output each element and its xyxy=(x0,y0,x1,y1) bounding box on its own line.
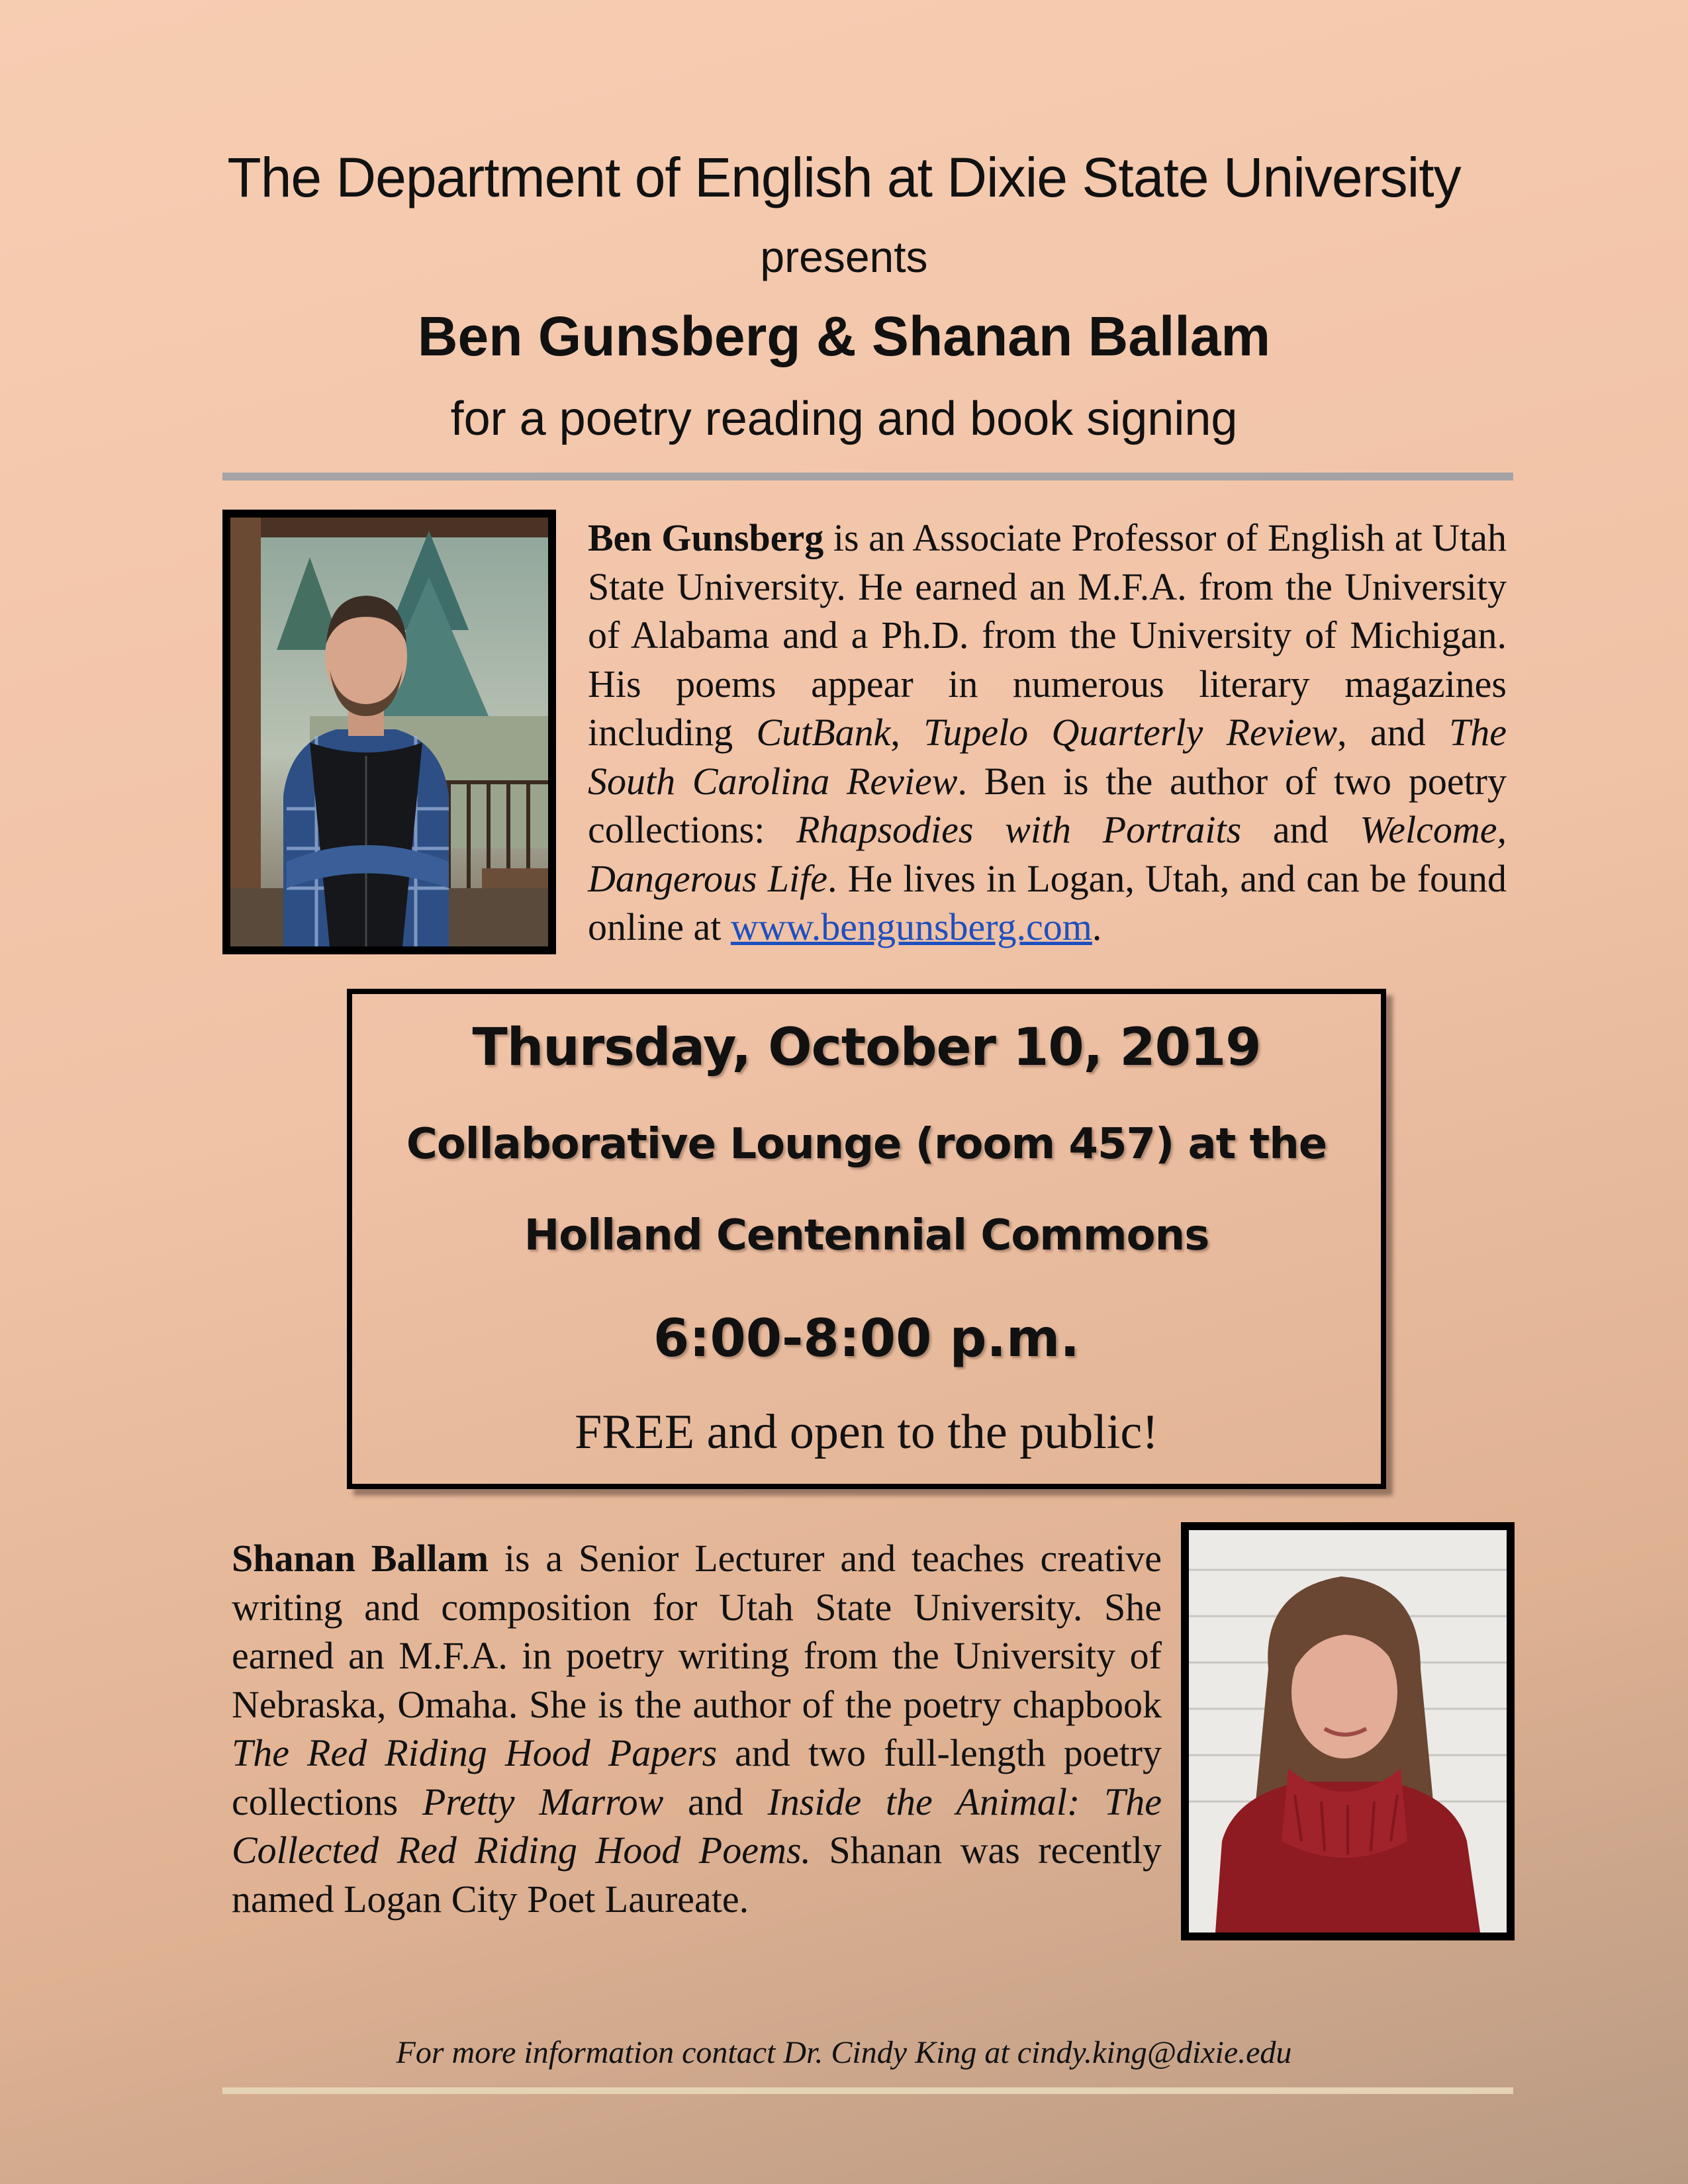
ben-gunsberg-bio: Ben Gunsberg is an Associate Professor of English at Utah State University. He earned an M.F.A. from the University of Alabama and a Ph.D. from the University of Michigan. His poems appear in numerous literary magazines including CutBank, Tupelo Quarterly Review, and The South Carolina Review. Ben is the author of two poetry collections: Rhapsodies with Portraits and Welcome, Dangerous Life. He lives in Logan, Utah, and can be found online at www.bengunsberg.com. xyxy=(588,516,1507,948)
contact-info: For more information contact Dr. Cindy King at cindy.king@dixie.edu xyxy=(396,2035,1292,2070)
magazine-title: CutBank xyxy=(756,711,891,754)
book-title: Pretty Marrow xyxy=(422,1780,664,1823)
event-subtitle: for a poetry reading and book signing xyxy=(450,392,1238,445)
shanan-ballam-bio: Shanan Ballam is a Senior Lecturer and teaches creative writing and composition for Utah State University. She earned an M.F.A. in poetry writing from the University of Nebraska, Omaha. She is the author of the poetry chapbook The Red Riding Hood Papers and two full-length poetry collections Pretty Marrow and Inside the Animal: The Collected Red Riding Hood Poems. Shanan was recently named Logan City Poet Laureate. xyxy=(232,1537,1162,1921)
event-date: Thursday, October 10, 2019 xyxy=(472,1018,1261,1077)
bottom-divider xyxy=(222,2087,1513,2094)
book-title: Welcome, Dangerous Life xyxy=(588,808,1507,900)
top-divider xyxy=(222,473,1513,480)
shanan-ballam-photo xyxy=(1181,1522,1515,1940)
book-title: The Red Riding Hood Papers xyxy=(232,1731,718,1774)
speakers-title: Ben Gunsberg & Shanan Ballam xyxy=(417,305,1271,367)
event-details-box xyxy=(347,989,1386,1489)
event-venue-line1: Collaborative Lounge (room 457) at the xyxy=(406,1120,1327,1169)
ben-gunsberg-photo xyxy=(222,510,556,954)
presents-text: presents xyxy=(760,232,928,281)
portrait-photo-icon xyxy=(1189,1530,1507,1933)
book-title: Inside the Animal: The Collected Red Riding Hood Poems. xyxy=(232,1780,1162,1872)
shanan-name: Shanan Ballam xyxy=(232,1537,489,1580)
portrait-photo-icon xyxy=(230,518,548,946)
magazine-title: The South Carolina Review xyxy=(588,711,1507,803)
department-heading: The Department of English at Dixie State University xyxy=(227,146,1461,208)
event-time: 6:00-8:00 p.m. xyxy=(653,1309,1080,1369)
book-title: Rhapsodies with Portraits xyxy=(796,808,1242,851)
magazine-title: Tupelo Quarterly Review xyxy=(923,711,1338,754)
ben-website-link[interactable]: www.bengunsberg.com xyxy=(730,905,1092,948)
event-admission: FREE and open to the public! xyxy=(575,1405,1158,1459)
event-venue-line2: Holland Centennial Commons xyxy=(524,1211,1209,1260)
ben-name: Ben Gunsberg xyxy=(588,516,824,559)
